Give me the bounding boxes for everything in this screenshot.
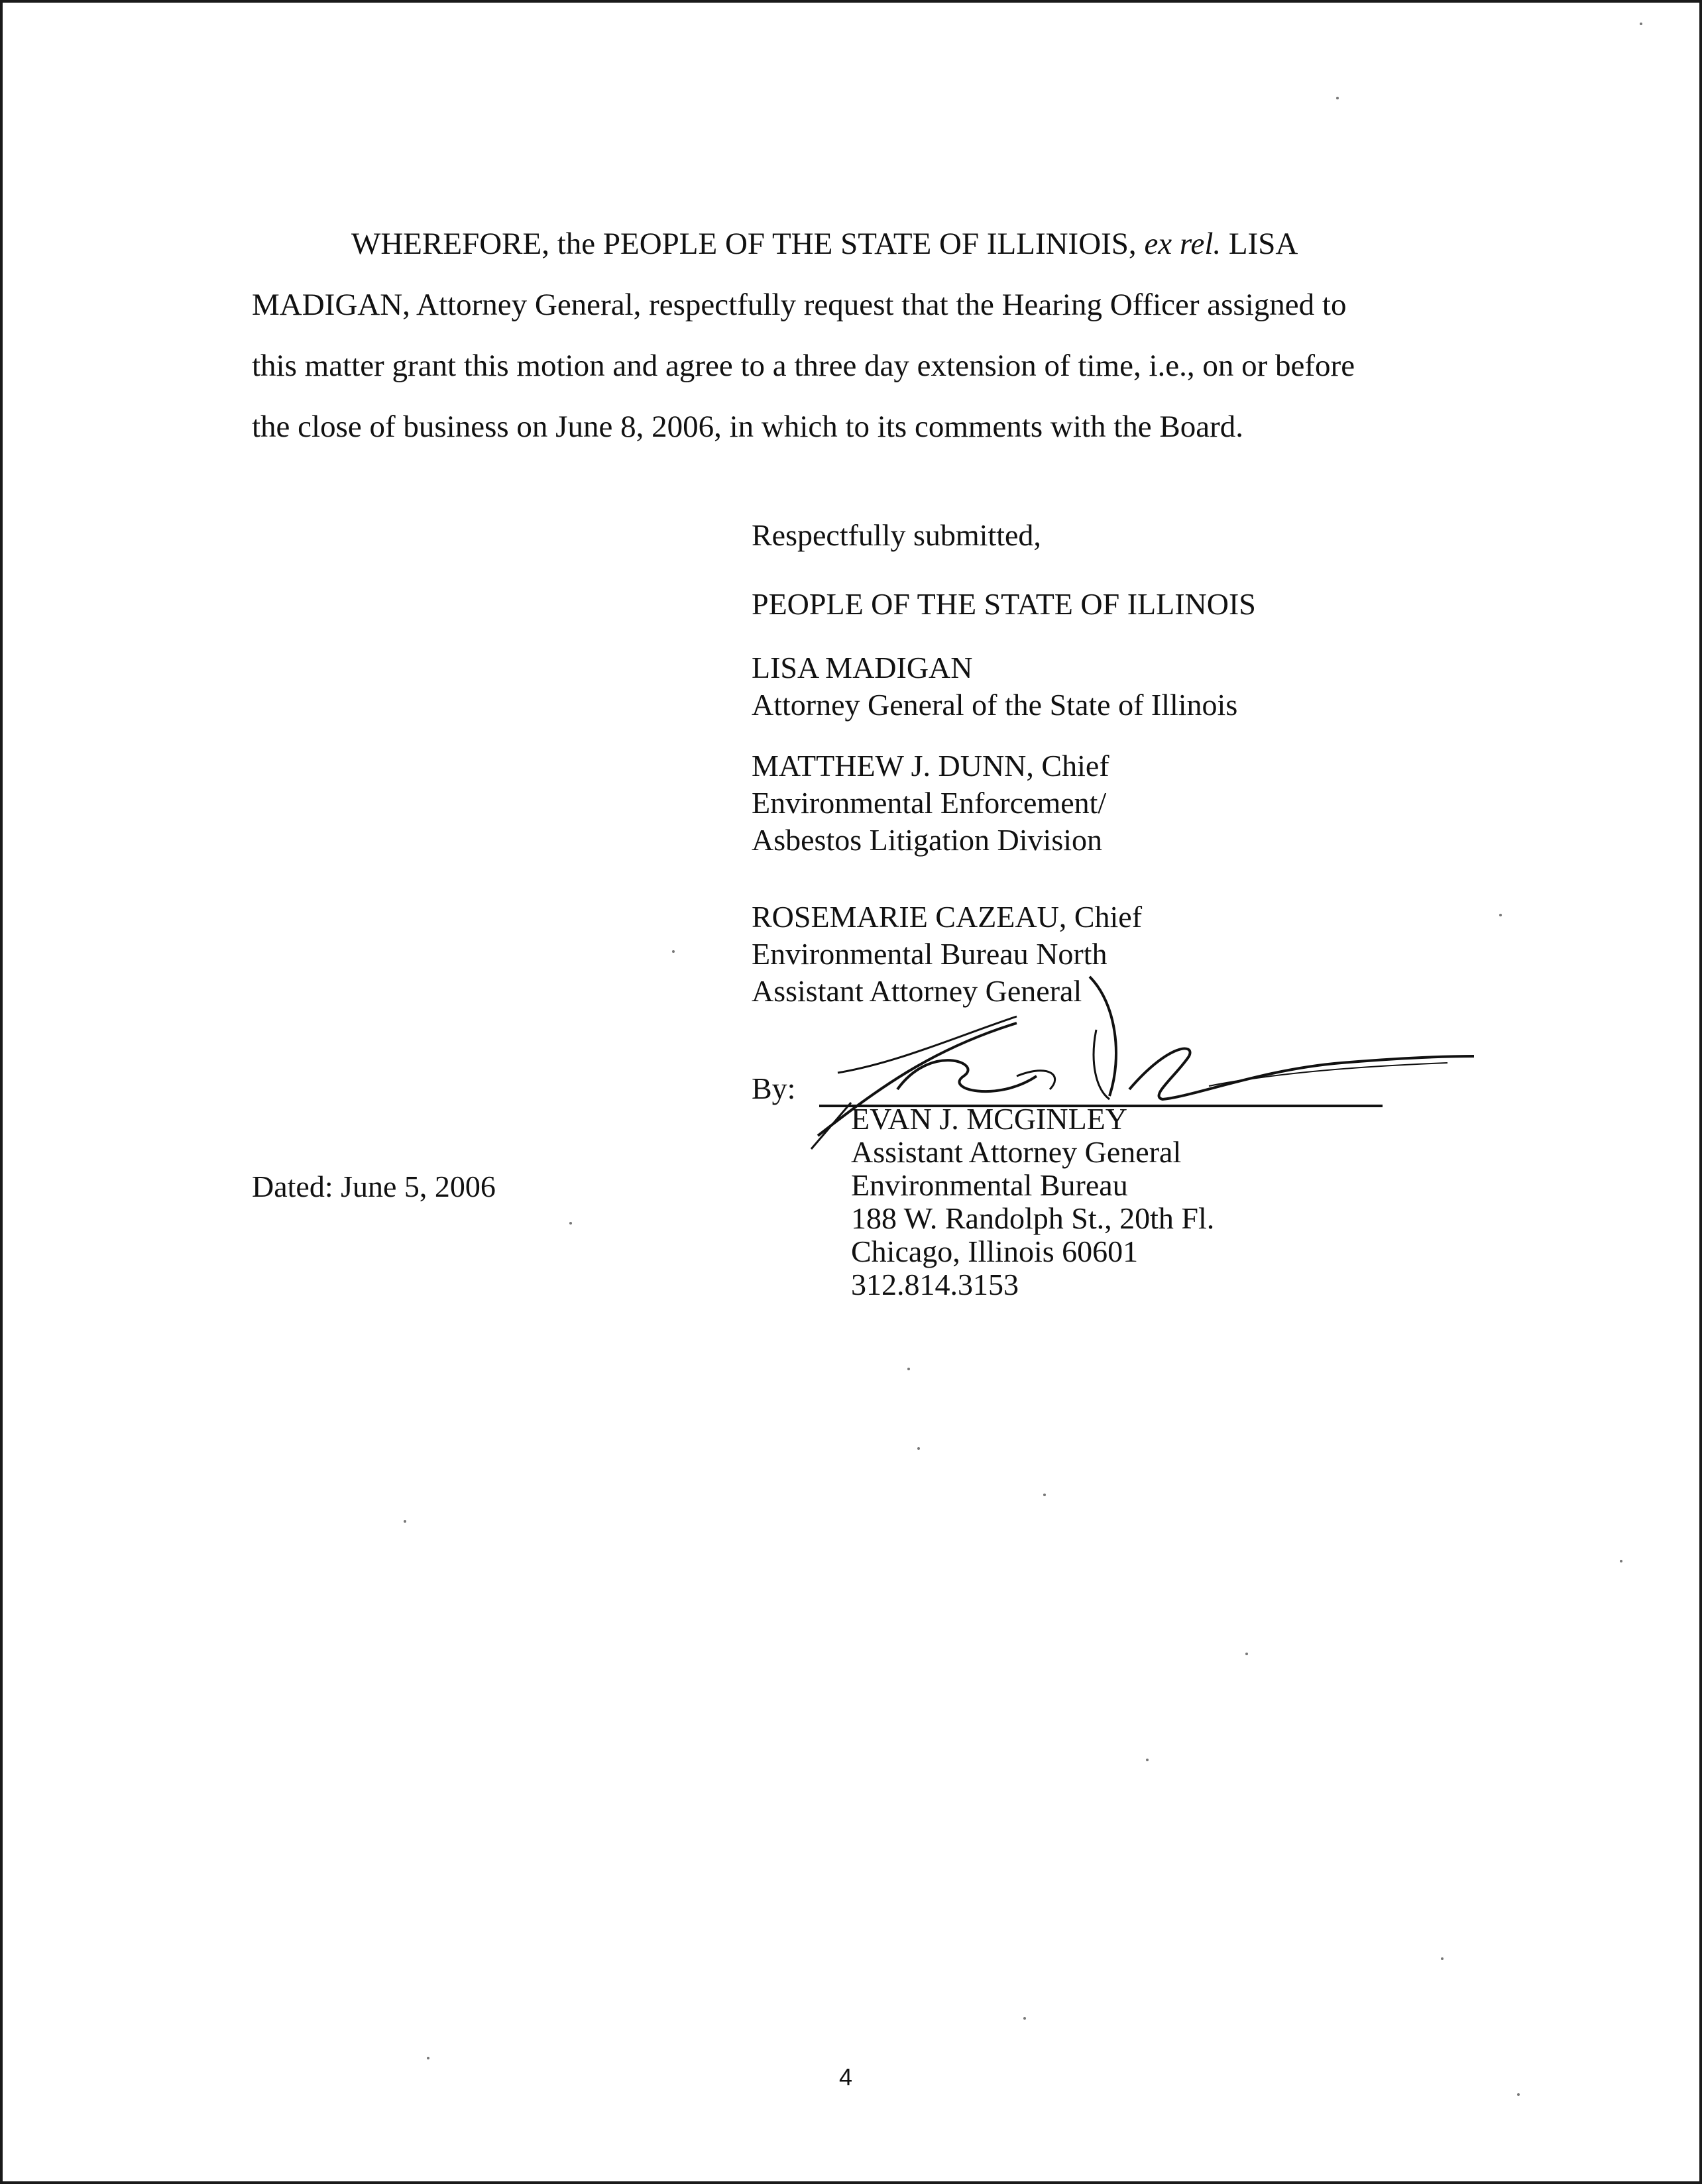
bureau-chief-name: ROSEMARIE CAZEAU, Chief — [752, 900, 1143, 934]
paragraph-line-3: this matter grant this motion and agree to a three day extension of time, i.e., on or before — [252, 349, 1355, 383]
body-paragraph — [252, 213, 1458, 457]
scan-speck — [404, 1520, 406, 1523]
scan-speck — [1336, 97, 1339, 99]
ex-rel-italic: ex rel. — [1144, 227, 1221, 261]
party-name: PEOPLE OF THE STATE OF ILLINOIS — [752, 587, 1256, 621]
paragraph-line-4: the close of business on June 8, 2006, in which to its comments with the Board. — [252, 410, 1243, 444]
dated-line: Dated: June 5, 2006 — [252, 1170, 496, 1203]
scan-speck — [1640, 23, 1642, 25]
signer-city: Chicago, Illinois 60601 — [851, 1234, 1139, 1268]
scan-speck — [907, 1368, 910, 1370]
paragraph-line-2: MADIGAN, Attorney General, respectfully request that the Hearing Officer assigned to — [252, 288, 1347, 322]
signer-title: Assistant Attorney General — [851, 1135, 1182, 1169]
division-chief-line-2: Environmental Enforcement/ — [752, 786, 1107, 820]
scan-speck — [1499, 914, 1502, 916]
scan-speck — [1245, 1653, 1248, 1655]
scan-speck — [917, 1447, 920, 1450]
scan-speck — [1043, 1494, 1046, 1496]
signer-name: EVAN J. MCGINLEY — [851, 1102, 1127, 1136]
signer-address: 188 W. Randolph St., 20th Fl. — [851, 1201, 1215, 1235]
signer-block — [851, 1103, 1214, 1301]
division-chief-line-3: Asbestos Litigation Division — [752, 823, 1102, 857]
bureau-chief-line-3: Assistant Attorney General — [752, 974, 1082, 1008]
scan-speck — [1146, 1759, 1149, 1761]
signer-phone: 312.814.3153 — [851, 1268, 1019, 1301]
scan-speck — [569, 1222, 572, 1225]
signer-bureau: Environmental Bureau — [851, 1168, 1128, 1202]
attorney-general-title: Attorney General of the State of Illinois — [752, 688, 1238, 722]
scan-speck — [1441, 1957, 1444, 1960]
closing-text: Respectfully submitted, — [752, 518, 1041, 552]
division-chief-block — [752, 747, 1109, 859]
by-label: By: — [752, 1071, 796, 1105]
paragraph-line-1-text: WHEREFORE, the PEOPLE OF THE STATE OF ILLINIOIS, — [351, 227, 1145, 261]
division-chief-name: MATTHEW J. DUNN, Chief — [752, 749, 1109, 783]
paragraph-line-1-end: LISA — [1221, 227, 1298, 261]
bureau-chief-line-2: Environmental Bureau North — [752, 937, 1107, 971]
attorney-general-block — [752, 649, 1237, 724]
attorney-general-name: LISA MADIGAN — [752, 651, 973, 684]
scan-speck — [1620, 1560, 1622, 1562]
scan-speck — [427, 2057, 429, 2059]
paragraph-line-1 — [252, 213, 1458, 274]
scan-speck — [672, 950, 675, 953]
page-number: 4 — [839, 2063, 853, 2091]
scan-speck — [1023, 2017, 1026, 2020]
scan-speck — [1517, 2093, 1520, 2096]
